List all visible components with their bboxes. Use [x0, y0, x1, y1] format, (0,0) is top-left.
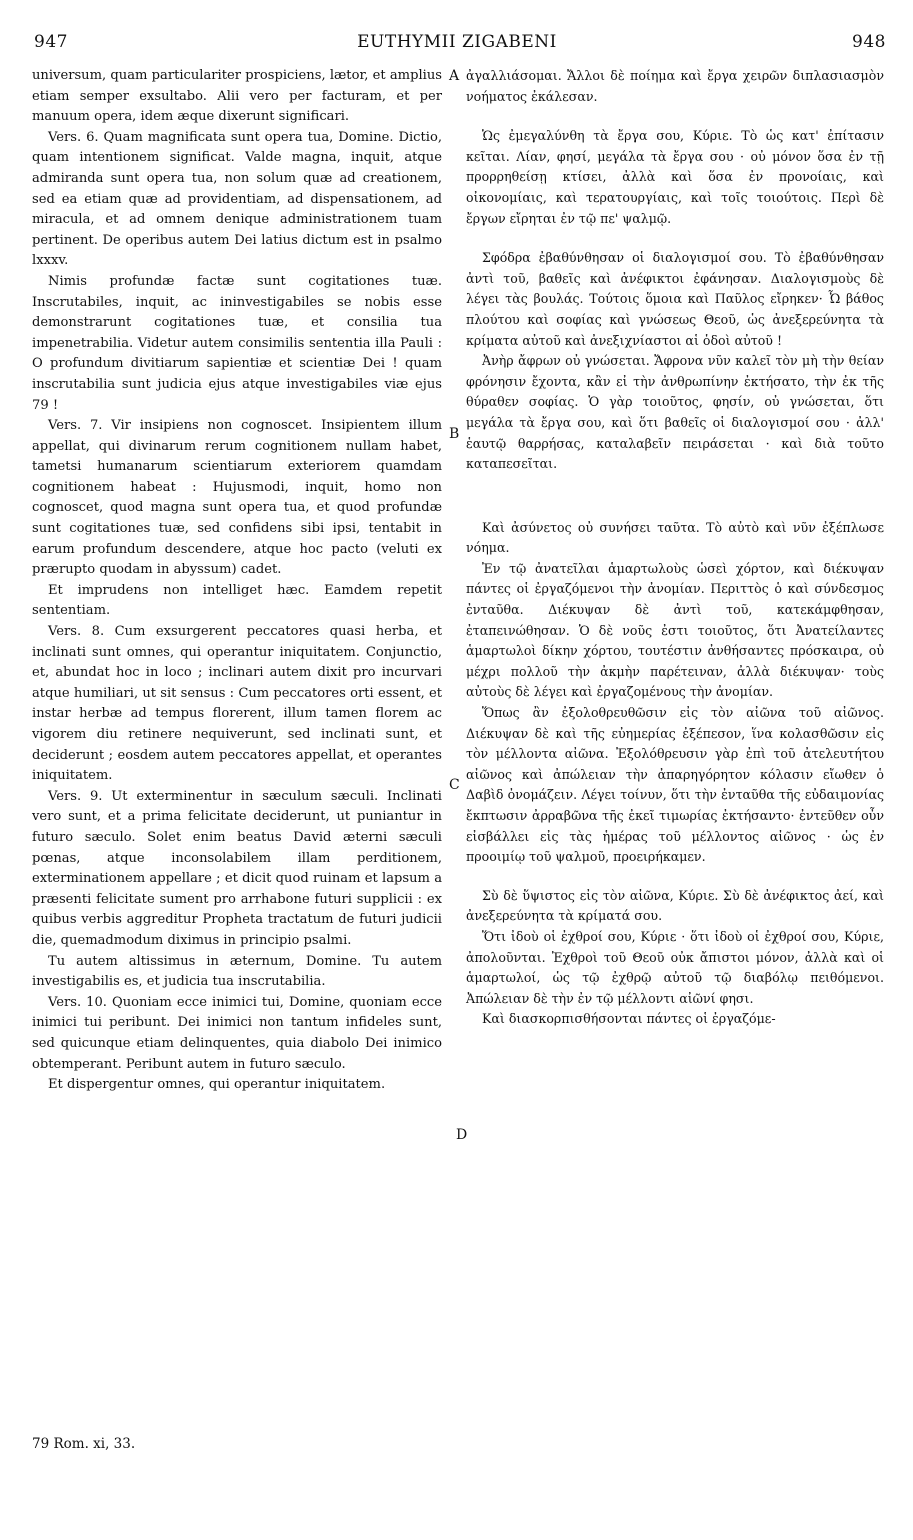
greek-paragraph: Καὶ ἀσύνετος οὐ συνήσει ταῦτα. Τὸ αὐτὸ καὶ νῦν ἐξέπλωσε νόημα. [466, 519, 884, 556]
margin-letter-b: B [449, 426, 460, 442]
latin-paragraph: Vers. 9. Ut exterminentur in sæculum sæculi. Inclinati vero sunt, et a prima felicitate deciderunt, ut puniantur in futuro sæculo. Solet enim beatus David æterni sæculi pœnas, atque inconsolabilem illam perditionem, exterminationem appellare ; et dicit quod ruinam et lapsum a præsenti felicitate sument pro arrhabone futuri supplicii : ex quibus verbis aggreditur Propheta tractatum de futuri judicii die, quemadmodum diximus in principio psalmi. [32, 788, 442, 948]
footnote: 79 Rom. xi, 33. [32, 1436, 136, 1452]
latin-paragraph: Nimis profundæ factæ sunt cogitationes tuæ. Inscrutabiles, inquit, ac ininvestigabiles se nobis esse demonstrarunt cogitationes tuæ, et consilia tua impenetrabilia. Videtur autem consimilis sententia illa Pauli : O profundum divitiarum sapientiæ et scientiæ Dei ! quam inscrutabilia sunt judicia ejus atque investigabiles viæ ejus 79 ! [32, 273, 442, 413]
page-header [28, 32, 886, 56]
greek-paragraph: Καὶ διασκορπισθήσονται πάντες οἱ ἐργαζόμε- [482, 1011, 776, 1027]
latin-paragraph: Vers. 6. Quam magnificata sunt opera tua, Domine. Dictio, quam intentionem significat. Valde magna, inquit, atque admiranda sunt opera tua, non solum quæ ad creationem, sed ea etiam quæ ad providentiam, ad dispensationem, ad miracula, et ad omnem denique administrationem tuam pertinent. De operibus autem Dei latius dictum est in psalmo lxxxv. [32, 129, 442, 269]
greek-paragraph: ἀγαλλιάσομαι. Ἄλλοι δὲ ποίημα καὶ ἔργα χειρῶν διπλασιασμὸν νοήματος ἐκάλεσαν. [466, 68, 884, 104]
latin-column [32, 66, 442, 1096]
running-title: EUTHYMII ZIGABENI [357, 32, 557, 52]
greek-paragraph: Σφόδρα ἐβαθύνθησαν οἱ διαλογισμοί σου. Τὸ ἐβαθύνθησαν ἀντὶ τοῦ, βαθεῖς καὶ ἀνέφικτοι ἐφάνησαν. Διαλογισμοὺς δὲ λέγει τὰς βουλάς. Τούτοις ὅμοια καὶ Παῦλος εἴρηκεν· Ὦ βάθος πλούτου καὶ σοφίας καὶ γνώσεως Θεοῦ, ὡς ἀνεξερεύνητα τὰ κρίματα αὐτοῦ καὶ ἀνεξιχνίαστοι αἱ ὁδοὶ αὐτοῦ ! [466, 250, 884, 348]
latin-paragraph: Tu autem altissimus in æternum, Domine. Tu autem investigabilis es, et judicia tua inscrutabilia. [32, 953, 442, 990]
latin-paragraph: universum, quam particulariter prospiciens, lætor, et amplius etiam semper exsultabo. Alii vero per facturam, et per manuum opera, idem æque dixerunt significari. [32, 68, 442, 125]
greek-paragraph: Σὺ δὲ ὕψιστος εἰς τὸν αἰῶνα, Κύριε. Σὺ δὲ ἀνέφικτος ἀεί, καὶ ἀνεξερεύνητα τὰ κρίματά σου. [466, 887, 884, 924]
left-page-number: 947 [34, 32, 68, 52]
latin-paragraph: Vers. 10. Quoniam ecce inimici tui, Domine, quoniam ecce inimici tui peribunt. Dei inimici non tantum infideles sunt, sed quicunque etiam delinquentes, quia diabolo Dei inimico obtemperant. Peribunt autem in futuro sæculo. [32, 994, 442, 1072]
latin-paragraph: Et dispergentur omnes, qui operantur iniquitatem. [48, 1077, 386, 1093]
latin-paragraph: Vers. 8. Cum exsurgerent peccatores quasi herba, et inclinati sunt omnes, qui operantur iniquitatem. Conjunctio, et, abundat hoc in loco ; inclinari autem dixit pro incurvari atque humiliari, ut sit sensus : Cum peccatores orti essent, et instar herbæ ad tempus florerent, illum tamen florem ac vigorem diu retinere nequiverunt, sed inclinati sunt, et deciderunt ; eosdem autem peccatores appellat, et operantes iniquitatem. [32, 624, 442, 784]
latin-paragraph: Et imprudens non intelliget hæc. Eamdem repetit sententiam. [32, 582, 442, 619]
margin-letter-c: C [449, 777, 460, 793]
greek-paragraph: Ὡς ἐμεγαλύνθη τὰ ἔργα σου, Κύριε. Τὸ ὡς κατ' ἐπίτασιν κεῖται. Λίαν, φησί, μεγάλα τὰ ἔργα σου · οὐ μόνον ὅσα ἐν τῇ προρρηθείσῃ κτίσει, ἀλλὰ καὶ ὅσα ἐν προνοίαις, καὶ οἰκονομίαις, καὶ τερατουργίαις, καὶ τοῖς τοιούτοις. Περὶ δὲ ἔργων εἴρηται ἐν τῷ πε' ψαλμῷ. [466, 128, 884, 226]
greek-column [466, 66, 884, 1030]
greek-paragraph: Ὅτι ἰδοὺ οἱ ἐχθροί σου, Κύριε · ὅτι ἰδοὺ οἱ ἐχθροί σου, Κύριε, ἀπολοῦνται. Ἐχθροὶ τοῦ Θεοῦ οὐκ ἄπιστοι μόνον, ἀλλὰ καὶ οἱ ἁμαρτωλοί, ὡς τῷ ἐχθρῷ αὐτοῦ τῷ διαβόλῳ πειθόμενοι. Ἀπώλειαν δὲ τὴν ἐν τῷ μέλλοντι αἰῶνί φησι. [466, 928, 884, 1006]
margin-letter-a: A [449, 68, 460, 84]
greek-paragraph: Ἀνὴρ ἄφρων οὐ γνώσεται. Ἄφρονα νῦν καλεῖ τὸν μὴ τὴν θείαν φρόνησιν ἔχοντα, κἂν εἰ τὴν ἀνθρωπίνην ἐκτήσατο, τὴν ἐκ τῆς θύραθεν σοφίας. Ὁ γὰρ τοιοῦτος, φησίν, οὐ γνώσεται, ὅτι μεγάλα τὰ ἔργα σου, καὶ ὅτι βαθεῖς οἱ διαλογισμοί σου · ἀλλ' ἑαυτῷ θαρρήσας, καταλαβεῖν πειράσεται · καὶ διὰ τοῦτο καταπεσεῖται. [466, 353, 884, 472]
greek-paragraph: Ὅπως ἂν ἐξολοθρευθῶσιν εἰς τὸν αἰῶνα τοῦ αἰῶνος. Διέκυψαν δὲ καὶ τῆς εὐημερίας ἐξέπεσον, ἵνα κολασθῶσιν εἰς τὸν μέλλοντα αἰῶνα. Ἐξολόθρευσιν γὰρ ἐπὶ τοῦ ἀτελευτήτου αἰῶνος καὶ ἀπώλειαν τὴν ἀπαρηγόρητον κόλασιν εἴωθεν ὁ Δαβὶδ ὀνομάζειν. Λέγει τοίνυν, ὅτι τὴν ἐνταῦθα τῆς εὐδαιμονίας ἔκπτωσιν ἀρραβῶνα τῆς ἐκεῖ τιμωρίας ἐκτήσαντο· ἐντεῦθεν οὖν εἰσβάλλει εἰς τὰς ἡμέρας τοῦ μέλλοντος αἰῶνος · ὡς ἐν προοιμίῳ τοῦ ψαλμοῦ, προειρήκαμεν. [466, 705, 884, 865]
margin-letter-d: D [456, 1127, 468, 1143]
right-page-number: 948 [852, 32, 886, 52]
latin-paragraph: Vers. 7. Vir insipiens non cognoscet. Insipientem illum appellat, qui divinarum rerum cognitionem nullam habet, tametsi humanarum scientiarum exteriorem quamdam cognitionem habeat : Hujusmodi, inquit, homo non cognoscet, quod magna sunt opera tua, et quod profundæ sunt cogitationes tuæ, sed confidens sibi ipsi, tentabit in earum profundum descendere, atque hoc pacto (veluti ex prærupto quodam in abyssum) cadet. [32, 418, 442, 578]
greek-paragraph: Ἐν τῷ ἀνατεῖλαι ἁμαρτωλοὺς ὡσεὶ χόρτον, καὶ διέκυψαν πάντες οἱ ἐργαζόμενοι τὴν ἀνομίαν. Περιττὸς ὁ καὶ σύνδεσμος ἐνταῦθα. Διέκυψαν δὲ ἀντὶ τοῦ, κατεκάμφθησαν, ἐταπεινώθησαν. Ὁ δὲ νοῦς ἐστι τοιοῦτος, ὅτι Ἀνατείλαντες ἁμαρτωλοὶ δίκην χόρτου, τουτέστιν ἀνθήσαντες πρόσκαιρα, οὐ μέχρι πολλοῦ τὴν ἀκμὴν παρέτειναν, ἀλλὰ διέκυψαν· τοὺς αὐτοὺς δὲ λέγει καὶ ἐργαζομένους τὴν ἀνομίαν. [466, 560, 884, 700]
